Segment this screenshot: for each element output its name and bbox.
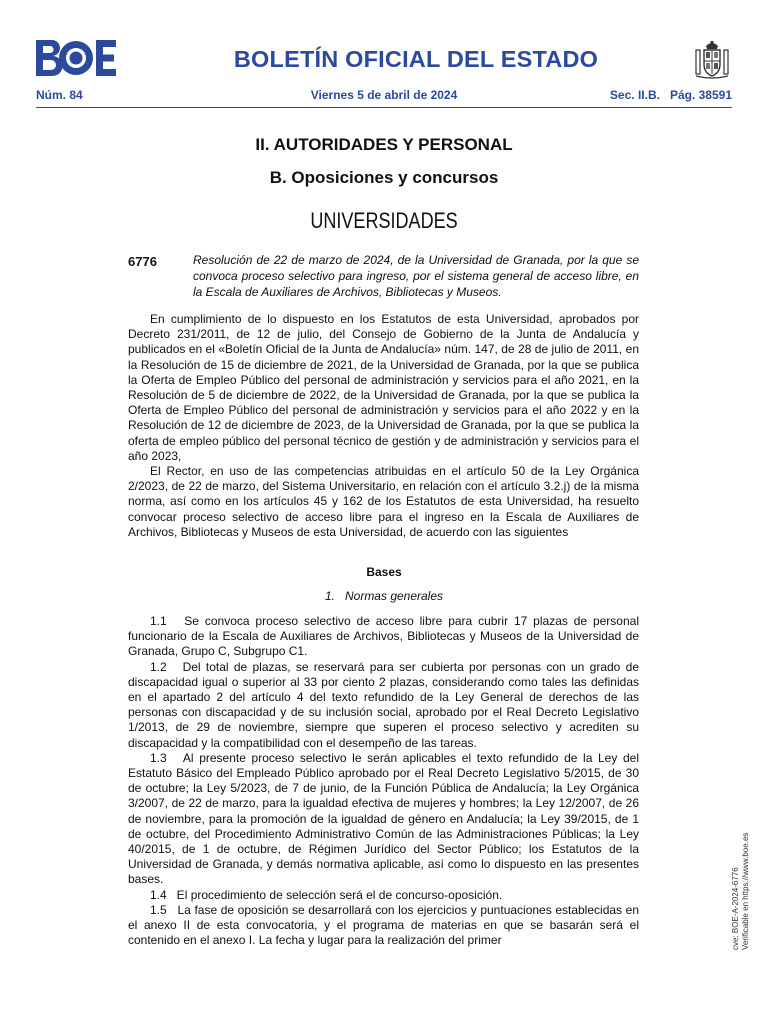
paragraph: 1.4 El procedimiento de selección será el de concurso-oposición. [150, 887, 503, 902]
disposition-number: 6776 [128, 254, 157, 269]
verify-link[interactable]: Verificable en https://www.boe.es [741, 832, 750, 950]
section-subtitle: B. Oposiciones y concursos [269, 168, 499, 187]
header-divider [36, 107, 732, 108]
chapter-heading: 1. Normas generales [324, 589, 444, 603]
section-and-page: Sec. II.B. Pág. 38591 [609, 88, 732, 102]
disposition-summary: Resolución de 22 de marzo de 2024, de la Universidad de Granada, por la que se convoca proceso selectivo para ingreso, por el sistema general de acceso libre, en la Escala de Auxiliares de Archivos, Bibliotecas y Museos. [193, 253, 639, 299]
bases-text [128, 614, 643, 948]
boe-logo [36, 40, 116, 76]
paragraph: 1.1 Se convoca proceso selectivo de acceso libre para cubrir 17 plazas de personal funcionario de la Escala de Auxiliares de Archivos, Bibliotecas y Museos de la Universidad de Granada, Grupo C, Subgrupo C1. [128, 614, 643, 659]
issue-meta-row [36, 88, 732, 106]
paragraph: 1.3 Al presente proceso selectivo le serán aplicables el texto refundido de la Ley del Estatuto Básico del Empleado Público aprobado por el Real Decreto Legislativo 5/2015, de 30 de octubre; la Ley 5/2023, de 7 de junio, de la Función Pública de Andalucía; la Ley Orgánica 3/2007, de 22 de marzo, para la igualdad efectiva de mujeres y hombres; la Ley 12/2007, de 26 de noviembre, para la promoción de la igualdad de género en Andalucía; la Ley 39/2015, de 1 de octubre, del Procedimiento Administrativo Común de las Administraciones Públicas; la Ley 40/2015, de 1 de octubre, de Régimen Jurídico del Sector Público; los Estatutos de la Universidad de Granada, y demás normativa aplicable, así como lo dispuesto en las presentes bases. [128, 750, 643, 887]
paragraph: 1.5 La fase de oposición se desarrollará con los ejercicios y puntuaciones establecidas en el anexo II de esta convocatoria, y el programa de materias en que se basarán será el contenido en el anexo I. La fecha y lugar para la realización del primer [128, 902, 643, 948]
paragraph: 1.2 Del total de plazas, se reservará para ser cubierta por personas con un grado de discapacidad igual o superior al 33 por ciento 2 plazas, considerando como tales las definidas en el apartado 2 del artículo 4 del texto refundido de la Ley General de derechos de las personas con discapacidad y de su inclusión social, aprobado por el Real Decreto Legislativo 1/2013, de 29 de noviembre, siempre que superen el proceso selectivo y acrediten su discapacidad y la compatibilidad con el desempeño de las tareas. [128, 659, 643, 750]
organism-title: UNIVERSIDADES [310, 208, 458, 233]
verification-sidebar [731, 750, 751, 950]
paragraph: En cumplimiento de lo dispuesto en los Estatutos de esta Universidad, aprobados por Decreto 231/2011, de 12 de julio, del Consejo de Gobierno de la Junta de Andalucía y publicados en el «Boletín Oficial de la Junta de Andalucía» núm. 147, de 28 de julio de 2011, en la Resolución de 15 de diciembre de 2021, de la Universidad de Granada, por la que se publica la Oferta de Empleo Público del personal de administración y servicios para el año 2021, en la Resolución de 5 de diciembre de 2022, de la Universidad de Granada, por la que se publica la Oferta de Empleo Público del personal de administración y servicios para el año 2022 y en la Resolución de 12 de diciembre de 2023, de la Universidad de Granada, por la que se publica la oferta de empleo público del personal técnico de gestión y de administración y servicios para el año 2023, [128, 312, 639, 463]
issue-date: Viernes 5 de abril de 2024 [310, 88, 458, 102]
gazette-header [36, 40, 732, 80]
gazette-title: BOLETÍN OFICIAL DEL ESTADO [233, 46, 599, 72]
preamble-text [128, 312, 639, 540]
bases-heading: Bases [366, 565, 402, 579]
cve-code: cve: BOE-A-2024-6776 [731, 867, 740, 950]
section-title: II. AUTORIDADES Y PERSONAL [255, 135, 513, 154]
coat-of-arms-icon [692, 40, 732, 80]
issue-number: Núm. 84 [36, 88, 83, 102]
paragraph: El Rector, en uso de las competencias atribuidas en el artículo 50 de la Ley Orgánica 2/2023, de 22 de marzo, del Sistema Universitario, en relación con el artículo 3.2.j) de la misma norma, así como en los artículos 45 y 162 de los Estatutos de esta Universidad, ha resuelto convocar proceso selectivo de acceso libre para el ingreso en la Escala de Auxiliares de Archivos, Bibliotecas y Museos de esta Universidad, de acuerdo con las siguientes [128, 464, 639, 539]
